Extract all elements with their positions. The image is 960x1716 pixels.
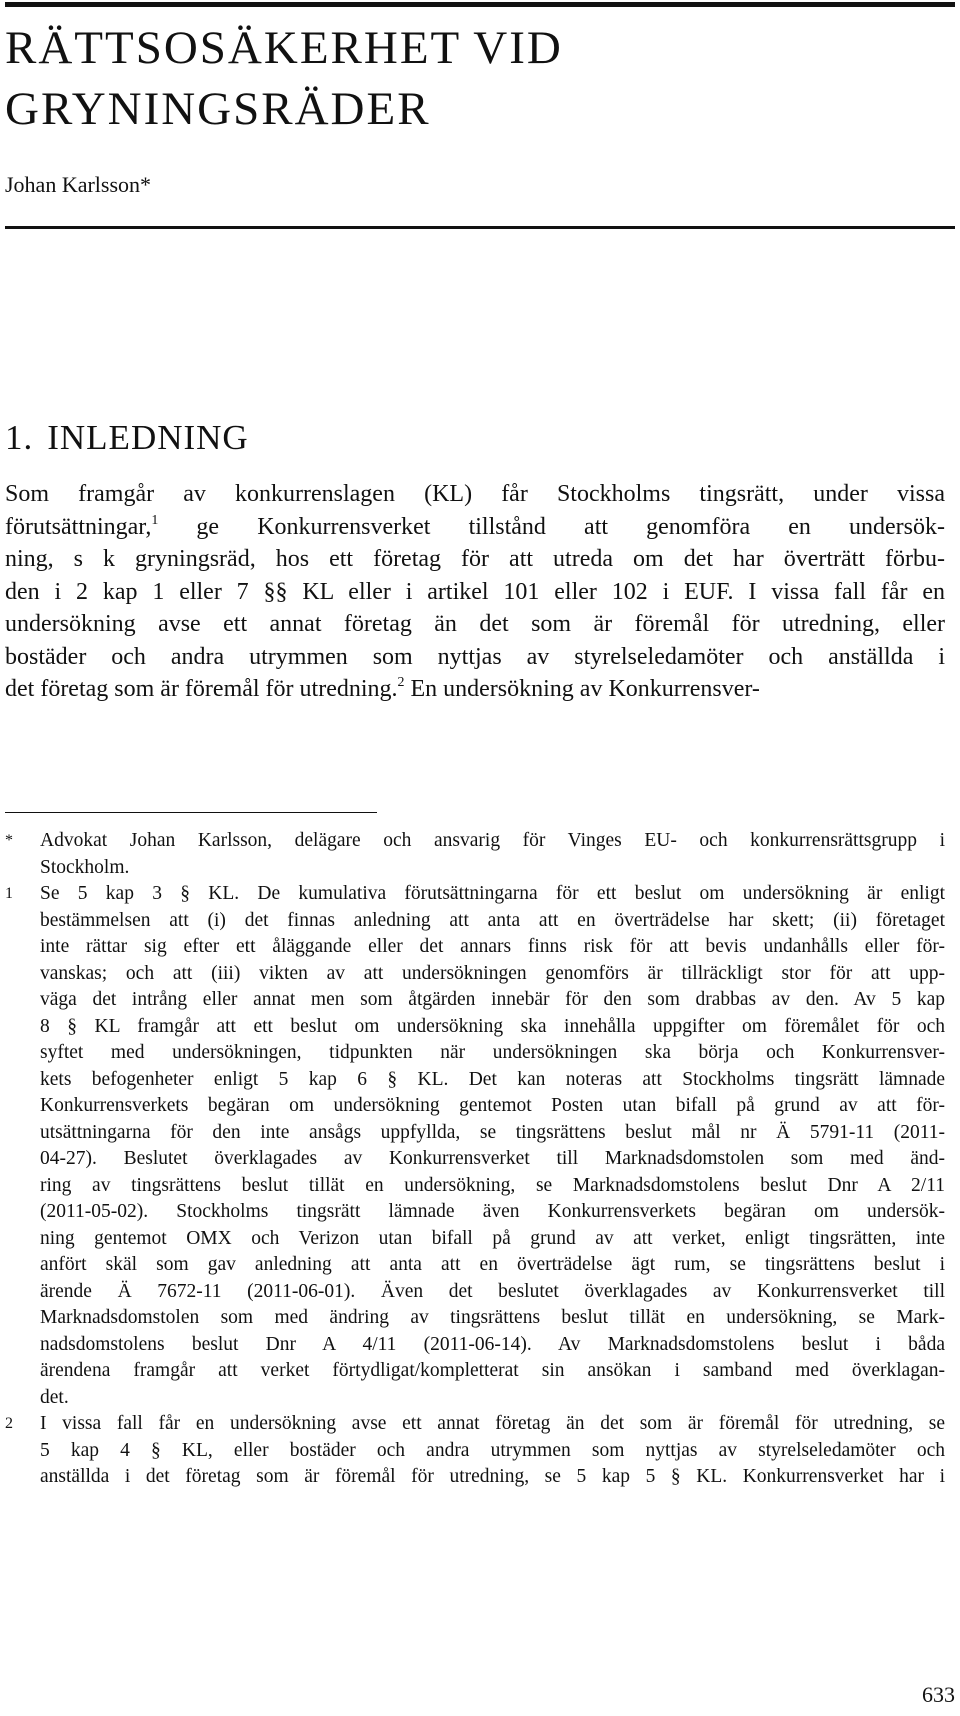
footnote-ref-1[interactable]: 1 [151, 512, 159, 528]
footnote-text [40, 1411, 945, 1491]
footnote-marker: * [5, 832, 13, 849]
paragraph-line: Som framgår av konkurrenslagen (KL) får Stockholms tingsrätt, under vissa [5, 481, 945, 507]
paragraph-text: förutsättningar, [5, 513, 152, 540]
footnote-line: det. [40, 1386, 69, 1408]
footnote-line: syftet med undersökningen, tidpunkten när undersökningen ska börja och Konkurrensver- [40, 1042, 945, 1063]
footnote-line: ärende Ä 7672-11 (2011-06-01). Även det beslutet överklagades av Konkurrensverket till [40, 1280, 945, 1302]
footnote-marker: 2 [5, 1415, 13, 1432]
footnote-line: väga det intrång eller annat men som åtgärden innebär för den som drabbas av den. Av 5 kap [40, 989, 945, 1010]
footnote-2 [5, 1411, 945, 1491]
section-heading-text: INLEDNING [47, 418, 249, 457]
footnote-line: bestämmelsen att (i) det finnas anledning att anta att en överträdelse har skett; (ii) företaget [40, 909, 945, 931]
paragraph-text: det företag som är föremål för utredning. [5, 676, 398, 702]
paragraph-line: bostäder och andra utrymmen som nyttjas av styrelseledamöter och anställda i [5, 643, 945, 670]
article-title-text: RÄTTSOSÄKERHET VID GRYNINGSRÄDER [5, 22, 563, 135]
footnote-author [5, 828, 945, 881]
section-heading [5, 418, 249, 458]
paragraph-line: den i 2 kap 1 eller 7 §§ KL eller i artikel 101 eller 102 i EUF. I vissa fall får en [5, 578, 945, 605]
paragraph-line: ning, s k gryningsräd, hos ett företag för att utreda om det har överträtt förbu- [5, 546, 945, 572]
footnote-line: I vissa fall får en undersökning avse ett annat företag än det som är föremål för utredning, se [40, 1413, 945, 1434]
footnote-line: ning gentemot OMX och Verizon utan bifall på grund av att verket, enligt tingsrätten, inte [40, 1227, 945, 1249]
paragraph-text: ge Konkurrensverket tillstånd att genomföra en undersök- [158, 513, 945, 540]
footnote-1 [5, 881, 945, 1411]
footnote-line: 8 § KL framgår att ett beslut om undersökning ska innehålla uppgifter om föremålet för och [40, 1015, 945, 1037]
body-paragraph [5, 478, 945, 706]
footnote-line: Se 5 kap 3 § KL. De kumulativa förutsättningarna för ett beslut om undersökning är enligt [40, 883, 945, 904]
footnote-line: nadsdomstolens beslut Dnr A 4/11 (2011-06-14). Av Marknadsdomstolens beslut i båda [40, 1333, 945, 1355]
byline-rule [5, 226, 955, 229]
footnote-text [40, 881, 945, 1411]
footnote-text [40, 828, 945, 881]
footnote-line: (2011-05-02). Stockholms tingsrätt lämnade även Konkurrensverkets begäran om undersök- [40, 1201, 945, 1222]
article-title [5, 18, 945, 140]
footnote-line: anställda i det företag som är föremål för utredning, se 5 kap 5 § KL. Konkurrensverket har i [40, 1466, 945, 1487]
paragraph-line [5, 673, 945, 706]
footnote-line: ring av tingsrättens beslut tillät en undersökning, se Marknadsdomstolens beslut Dnr A 2/11 [40, 1174, 945, 1196]
footnote-line: ärendena framgår att verket förtydligat/kompletterat sin ansökan i samband med överklagan- [40, 1360, 945, 1381]
footnote-marker: 1 [5, 885, 13, 902]
footnote-line: 5 kap 4 § KL, eller bostäder och andra utrymmen som nyttjas av styrelseledamöter och [40, 1439, 945, 1461]
footnotes [5, 828, 945, 1491]
footnote-line: Marknadsdomstolen som med ändring av tingsrättens beslut tillät en undersökning, se Mark- [40, 1307, 945, 1328]
paragraph-line: undersökning avse ett annat företag än det som är föremål för utredning, eller [5, 611, 945, 637]
footnote-line: utsättningarna för den inte ansågs uppfyllda, se tingsrättens beslut mål nr Ä 5791-11 (2011- [40, 1121, 945, 1143]
footnote-ref-2[interactable]: 2 [397, 674, 405, 690]
section-number: 1. [5, 418, 34, 457]
footnote-line: inte rättar sig efter ett åläggande eller det annars finns risk för att bevis undanhålls eller för- [40, 936, 945, 957]
author-byline: Johan Karlsson* [5, 172, 152, 197]
footnote-line: kets befogenheter enligt 5 kap 6 § KL. Det kan noteras att Stockholms tingsrätt lämnade [40, 1068, 945, 1090]
top-rule [5, 2, 955, 7]
footnote-line: anfört skäl som gav anledning att anta att en överträdelse ägt rum, se tingsrättens beslut i [40, 1254, 945, 1275]
footnote-line: Advokat Johan Karlsson, delägare och ansvarig för Vinges EU- och konkurrensrättsgrupp i [40, 830, 945, 851]
paragraph-line [5, 511, 945, 544]
page-number: 633 [922, 1682, 955, 1707]
footnote-line: Stockholm. [40, 856, 130, 878]
footnote-separator [5, 812, 377, 813]
footnote-line: Konkurrensverkets begäran om undersökning gentemot Posten utan bifall på grund av att för- [40, 1095, 945, 1116]
footnote-line: 04-27). Beslutet överklagades av Konkurrensverket till Marknadsdomstolen som med änd- [40, 1148, 945, 1169]
paragraph-text: En undersökning av Konkurrensver- [404, 676, 760, 702]
footnote-line: vanskas; och att (iii) vikten av att undersökningen genomförs är tillräckligt stor för att upp- [40, 962, 945, 984]
